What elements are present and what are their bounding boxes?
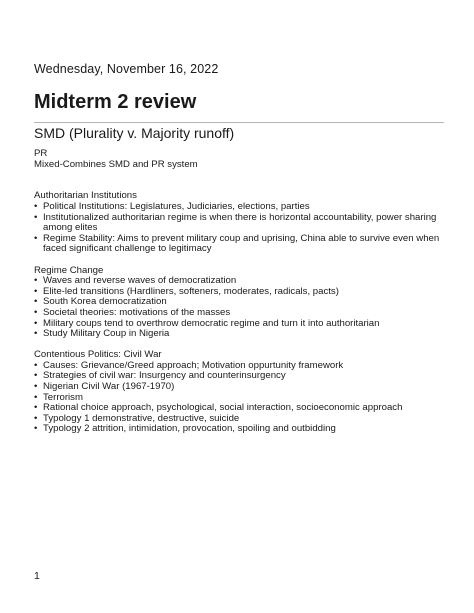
list-item-text: Military coups tend to overthrow democratic regime and turn it into authoritarian	[43, 317, 380, 329]
title-divider	[34, 122, 444, 123]
bullet-icon: •	[34, 391, 38, 403]
bullet-list	[34, 276, 444, 340]
list-item-text: Political Institutions: Legislatures, Judiciaries, elections, parties	[43, 200, 310, 212]
bullet-icon: •	[34, 296, 38, 308]
list-item-text: South Korea democratization	[43, 296, 167, 308]
bullet-list	[34, 202, 444, 255]
section-title: Contentious Politics: Civil War	[34, 349, 162, 361]
note-date: Wednesday, November 16, 2022	[34, 62, 219, 76]
spacer	[34, 255, 444, 266]
bullet-icon: •	[34, 402, 38, 414]
bullet-icon: •	[34, 381, 38, 393]
bullet-icon: •	[34, 200, 38, 212]
intro-line: PR	[34, 148, 48, 159]
notes-body	[34, 149, 444, 435]
bullet-icon: •	[34, 412, 38, 424]
list-item-text: Strategies of civil war: Insurgency and counterinsurgency	[43, 370, 286, 382]
spacer	[34, 170, 444, 181]
bullet-icon: •	[34, 275, 38, 287]
list-item-text: Rational choice approach, psychological, social interaction, socioeconomic approach	[43, 402, 403, 414]
list-item	[34, 329, 444, 340]
bullet-icon: •	[34, 328, 38, 340]
list-item-text: Nigerian Civil War (1967-1970)	[43, 381, 175, 393]
list-item-text: Institutionalized authoritarian regime is when there is horizontal accountability, power sharing among elites	[43, 211, 437, 234]
list-item-text: Waves and reverse waves of democratization	[43, 275, 237, 287]
page-title: Midterm 2 review	[34, 91, 197, 113]
bullet-icon: •	[34, 423, 38, 435]
list-item	[34, 234, 444, 255]
bullet-list	[34, 361, 444, 435]
bullet-icon: •	[34, 285, 38, 297]
list-item-text: Typology 2 attrition, intimidation, provocation, spoiling and outbidding	[43, 423, 336, 435]
list-item	[34, 213, 444, 234]
list-item-text: Elite-led transitions (Hardliners, softeners, moderates, radicals, pacts)	[43, 285, 339, 297]
list-item	[34, 424, 444, 435]
section-title: Authoritarian Institutions	[34, 190, 137, 202]
intro-line: Mixed-Combines SMD and PR system	[34, 158, 198, 170]
list-item-text: Societal theories: motivations of the masses	[43, 306, 231, 318]
bullet-icon: •	[34, 211, 38, 223]
main-heading: SMD (Plurality v. Majority runoff)	[34, 125, 235, 141]
bullet-icon: •	[34, 370, 38, 382]
section-title: Regime Change	[34, 264, 104, 276]
bullet-icon: •	[34, 306, 38, 318]
list-item-text: Study Military Coup in Nigeria	[43, 328, 170, 340]
page-number: 1	[34, 570, 40, 582]
list-item-text: Terrorism	[43, 391, 83, 403]
bullet-icon: •	[34, 359, 38, 371]
bullet-icon: •	[34, 232, 38, 244]
bullet-icon: •	[34, 317, 38, 329]
list-item-text: Regime Stability: Aims to prevent military coup and uprising, China able to survive even when faced significant challenge to legitimacy	[43, 232, 440, 255]
list-item	[34, 382, 444, 393]
list-item-text: Causes: Grievance/Greed approach; Motivation oppurtunity framework	[43, 359, 344, 371]
list-item-text: Typology 1 demonstrative, destructive, suicide	[43, 412, 240, 424]
